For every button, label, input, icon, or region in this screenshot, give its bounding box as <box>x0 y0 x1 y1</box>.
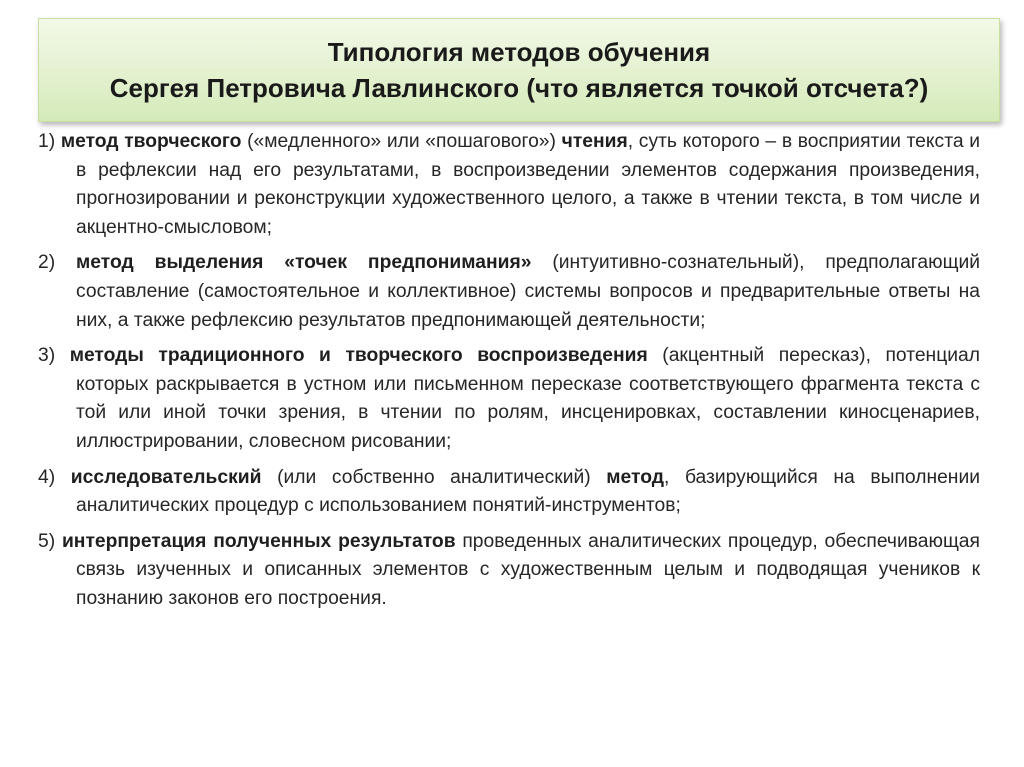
title-line-1: Типология методов обучения <box>327 37 711 67</box>
item-number: 1) <box>38 131 61 152</box>
list-item <box>38 342 980 456</box>
list-item <box>38 464 980 521</box>
title-line-2: Сергея Петровича Лавлинского (что является точкой отсчета?) <box>109 73 929 103</box>
item-bold-term: метод творческого <box>60 131 242 152</box>
item-text: (или собственно аналитический) <box>261 466 607 488</box>
item-number: 3) <box>38 345 70 367</box>
item-number: 2) <box>38 252 77 274</box>
item-bold-term: методы традиционного и творческого воспроизведения <box>69 345 648 367</box>
item-bold-term: метод <box>606 466 664 488</box>
item-bold-term: чтения <box>561 131 628 152</box>
item-bold-term: исследовательский <box>70 466 262 488</box>
title-box <box>38 18 1000 122</box>
method-list <box>38 128 980 621</box>
list-item <box>38 128 980 242</box>
item-text: , базирующийся на выполнении аналитических процедур с использованием понятий-инструментов; <box>76 466 980 517</box>
item-number: 5) <box>38 530 62 552</box>
item-text: (интуитивно-сознательный), предполагающий составление (самостоятельное и коллективное) системы вопросов и предварительные ответы на них, а также рефлексию результатов предпонимающей деятельности; <box>76 252 980 331</box>
item-text: («медленного» или «пошагового») <box>241 131 562 152</box>
item-text: проведенных аналитических процедур, обеспечивающая связь изученных и описанных элементов с художественным целым и подводящая учеников к познанию законов его построения. <box>76 530 980 609</box>
item-bold-term: метод выделения «точек предпонимания» <box>76 252 532 274</box>
list-item <box>38 528 980 614</box>
item-number: 4) <box>38 466 71 488</box>
item-bold-term: интерпретация полученных результатов <box>61 530 456 552</box>
list-item <box>38 249 980 335</box>
item-text: , суть которого – в восприятии текста и в рефлексии над его результатами, в воспроизведении элементов содержания произведения, прогнозировании и реконструкции художественного целого, а также в чтении текста, в том числе и акцентно-смысловом; <box>76 131 980 238</box>
item-text: (акцентный пересказ), потенциал которых раскрывается в устном или письменном пересказе соответствующего фрагмента текста с той или иной точки зрения, в чтении по ролям, инсценировках, составлении киносценариев, иллюстрировании, словесном рисовании; <box>76 345 980 452</box>
